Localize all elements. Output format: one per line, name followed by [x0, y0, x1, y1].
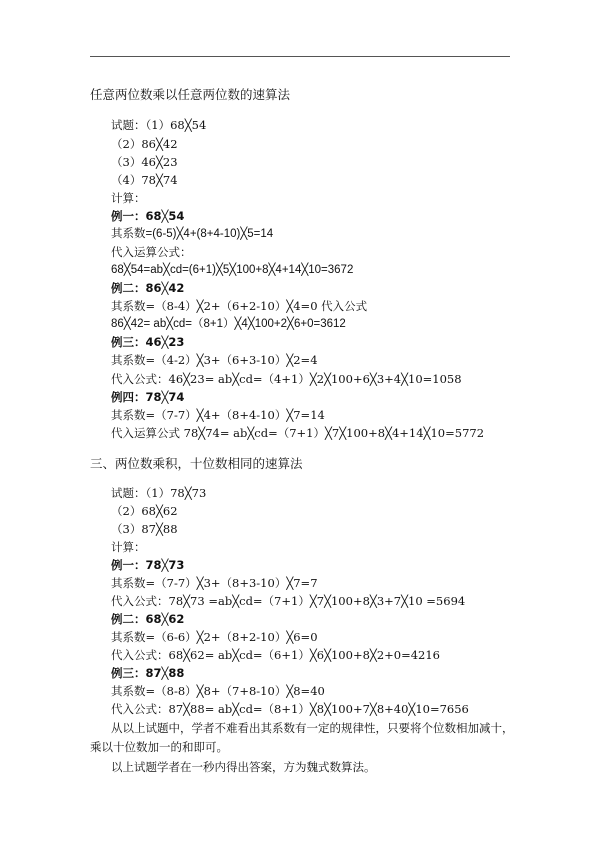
coefficient-line: 其系数=（6-6）╳2+（8+2-10）╳6=0: [111, 630, 318, 644]
coefficient-line: 其系数=（7-7）╳3+（8+3-10）╳7=7: [111, 576, 318, 590]
example-heading: 例一：78╳73: [111, 558, 185, 572]
section-title: 三、两位数乘积，十位数相同的速算法: [90, 456, 303, 471]
formula-line: 代入运算公式 78╳74= ab╳cd=（7+1）╳7╳100+8╳4+14╳10=5772: [111, 426, 485, 440]
problem-line: （4）78╳74: [111, 173, 178, 187]
coefficient-line: 其系数=（8-4）╳2+（6+2-10）╳4=0 代入公式: [111, 299, 368, 313]
coefficient-line: 其系数=（4-2）╳3+（6+3-10）╳2=4: [111, 353, 318, 367]
problem-line: 试题：（1）68╳54: [111, 118, 207, 132]
formula-line: 代入公式：46╳23= ab╳cd=（4+1）╳2╳100+6╳3+4╳10=1058: [111, 372, 462, 386]
formula-line: 86╳42= ab╳cd=（8+1）╳4╳100+2╳6+0=3612: [111, 318, 346, 330]
paragraph-line: 以上试题学者在一秒内得出答案，方为魏式数算法。: [111, 760, 376, 774]
example-heading: 例一：68╳54: [111, 209, 185, 223]
problem-line: （2）68╳62: [111, 504, 178, 518]
coefficient-line: 其系数=(6-5)╳4+(8+4-10)╳5=14: [111, 228, 274, 240]
formula-line: 68╳54=ab╳cd=(6+1)╳5╳100+8╳4+14╳10=3672: [111, 264, 354, 276]
coefficient-line: 其系数=（8-8）╳8+（7+8-10）╳8=40: [111, 684, 325, 698]
section-title: 任意两位数乘以任意两位数的速算法: [90, 87, 291, 102]
problem-line: （2）86╳42: [111, 137, 178, 151]
example-heading: 例二：86╳42: [111, 281, 185, 295]
calc-label: 计算：: [111, 191, 146, 205]
calc-label: 计算：: [111, 540, 146, 554]
formula-label: 代入运算公式：: [111, 245, 192, 259]
example-heading: 例四：78╳74: [111, 390, 185, 404]
problem-line: （3）46╳23: [111, 155, 178, 169]
problem-line: （3）87╳88: [111, 522, 178, 536]
formula-line: 代入公式：87╳88= ab╳cd=（8+1）╳8╳100+7╳8+40╳10=7656: [111, 702, 469, 716]
example-heading: 例三：46╳23: [111, 335, 185, 349]
example-heading: 例三：87╳88: [111, 666, 185, 680]
example-heading: 例二：68╳62: [111, 612, 185, 626]
header-rule: [90, 56, 510, 57]
coefficient-line: 其系数=（7-7）╳4+（8+4-10）╳7=14: [111, 408, 325, 422]
formula-line: 代入公式：68╳62= ab╳cd=（6+1）╳6╳100+8╳2+0=4216: [111, 648, 440, 662]
problem-line: 试题：（1）78╳73: [111, 486, 207, 500]
formula-line: 代入公式：78╳73 =ab╳cd=（7+1）╳7╳100+8╳3+7╳10 =5694: [111, 594, 466, 608]
paragraph-line: 从以上试题中，学者不难看出其系数有一定的规律性，只要将个位数相加减十，: [111, 721, 514, 735]
paragraph-line: 乘以十位数加一的和即可。: [90, 740, 228, 754]
